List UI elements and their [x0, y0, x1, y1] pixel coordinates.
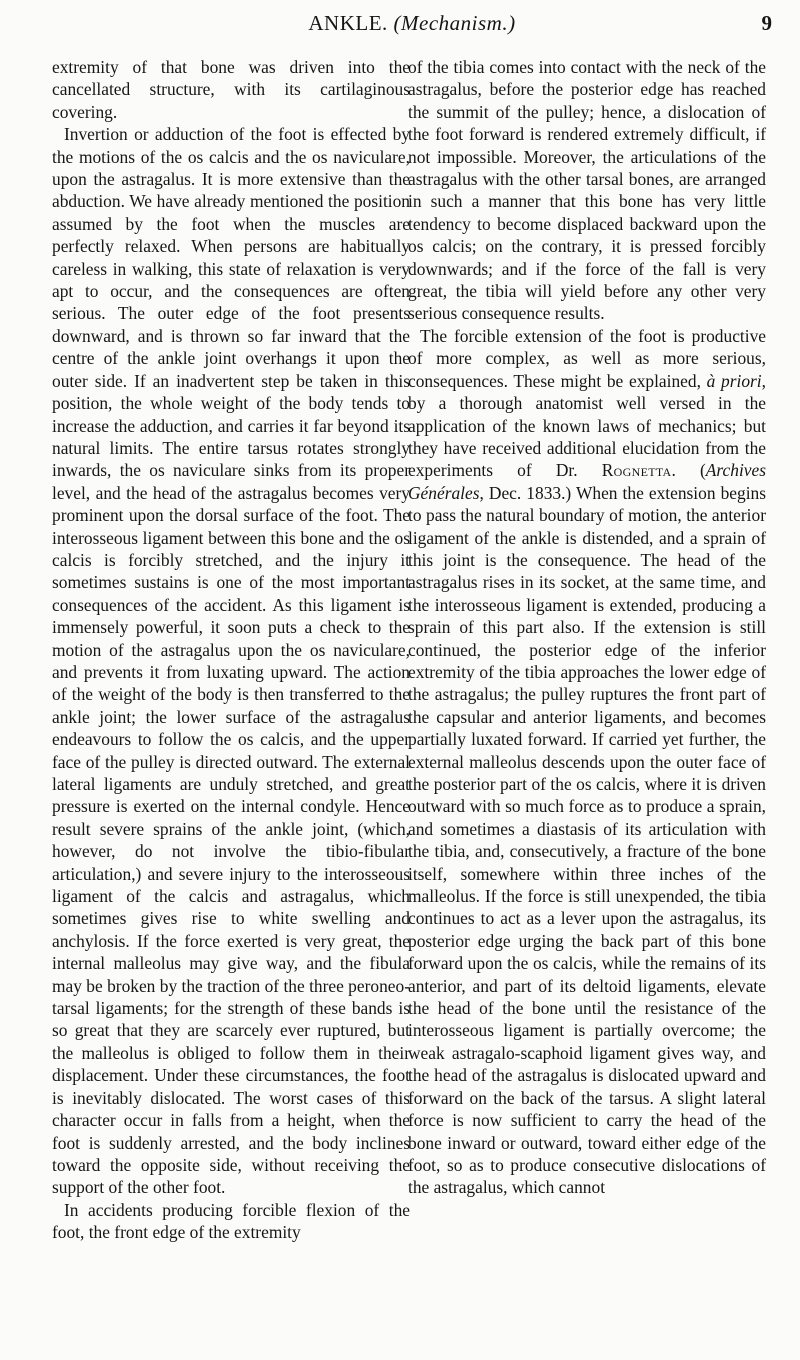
- journal-title: Archives Générales: [408, 460, 766, 503]
- italic-phrase: à priori: [706, 370, 762, 391]
- paragraph: In accidents producing forcible flexion of the foot, the front edge of the extremity: [52, 1199, 410, 1243]
- paragraph: of the tibia comes into contact with the neck of the astragalus, before the posterior edge has reached the summit of the pulley; hence, a dislocation of the foot forward is rendered extremely difficult, if not impossible. Moreover, the articulations of the astragalus with the other tarsal bones, are arranged in such a manner that this bone has very little tendency to become displaced backward upon the os calcis; on the contrary, it is pressed forcibly downwards; and if the force of the fall is very great, the tibia will yield before any other very serious consequence results.: [408, 57, 766, 324]
- text-run: The forcible extension of the foot is productive of more complex, as well as more serious, consequences. These might be explained,: [408, 325, 766, 391]
- author-name: Rognetta: [601, 460, 672, 481]
- paragraph: Invertion or adduction of the foot is effected by the motions of the os calcis and the os naviculare, upon the astragalus. It is more extensive than the abduction. We have already mentioned the position assumed by the foot when the muscles are perfectly relaxed. When persons are habitually careless in walking, this state of relaxation is very apt to occur, and the consequences are often serious. The outer edge of the foot presents downward, and is thrown so far inward that the centre of the ankle joint overhangs it upon the outer side. If an inadvertent step be taken in this position, the whole weight of the body tends to increase the adduction, and carries it far beyond its natural limits. The entire tarsus rotates strongly inwards, the os naviculare sinks from its proper level, and the head of the astragalus becomes very prominent upon the dorsal surface of the foot. The interosseous ligament between this bone and the os calcis is forcibly stretched, and the injury it sometimes sustains is one of the most important consequences of the accident. As this ligament is immensely powerful, it soon puts a check to the motion of the astragalus upon the os naviculare, and prevents it from luxating upward. The action of the weight of the body is then transferred to the ankle joint; the lower surface of the astragalus endeavours to follow the os calcis, and the upper face of the pulley is directed outward. The external lateral ligaments are unduly stretched, and great pressure is exerted on the internal condyle. Hence result severe sprains of the ankle joint, (which, however, do not involve the tibio-fibular articulation,) and severe injury to the interosseous ligament of the calcis and astragalus, which sometimes gives rise to white swelling and anchylosis. If the force exerted is very great, the internal malleolus may give way, and the fibula may be broken by the traction of the three peroneo-tarsal ligaments; for the strength of these bands is so great that they are scarcely ever ruptured, but the malleolus is obliged to follow them in their displacement. Under these circumstances, the foot is inevitably dislocated. The worst cases of this character occur in falls from a height, when the foot is suddenly arrested, and the body inclines toward the opposite side, without receiving the support of the other foot.: [52, 124, 410, 1198]
- text-run: , Dec. 1833.) When the extension begins to pass the natural boundary of motion, the anterior ligament of the ankle is distended, and a sprain of this joint is the consequence. The head of the astragalus rises in its socket, at the same time, and the interosseous ligament is extended, producing a sprain of this part also. If the extension is still continued, the posterior edge of the inferior extremity of the tibia approaches the lower edge of the astragalus; the pulley ruptures the front part of the capsular and anterior ligaments, and becomes partially luxated forward. If carried yet further, the external malleolus descends upon the outer face of the posterior part of the os calcis, where it is driven outward with so much force as to produce a sprain, and sometimes a diastasis of its articulation with the tibia, and, consecutively, a fracture of the bone itself, somewhere within three inches of the malleolus. If the force is still unexpended, the tibia continues to act as a lever upon the astragalus, its posterior edge urging the back part of this bone forward upon the os calcis, while the remains of its anterior, and part of its deltoid ligaments, elevate the head of the bone until the resistance of the interosseous ligament is partially overcome; the weak astragalo-scaphoid ligament gives way, and the head of the astragalus is dislocated upward and forward on the back of the tarsus. A slight lateral force is now sufficient to carry the head of the bone inward or outward, toward either edge of the foot, so as to produce consecutive dislocations of the astragalus, which cannot: [408, 482, 766, 1198]
- running-header: [52, 8, 772, 38]
- right-column: [408, 56, 766, 1199]
- text-run: , by a thorough anatomist well versed in the application of the known laws of mechanics; but they have received additional elucidation from the experiments of Dr.: [408, 370, 766, 481]
- paragraph: [408, 325, 766, 1199]
- header-subtitle: (Mechanism.): [393, 11, 516, 35]
- text-run: . (: [671, 460, 706, 481]
- header-title: [52, 8, 772, 38]
- page-number: 9: [761, 11, 772, 35]
- left-column: [52, 56, 410, 1244]
- header-title-text: ANKLE.: [308, 11, 388, 35]
- paragraph: extremity of that bone was driven into the cancellated structure, with its cartilaginous covering.: [52, 57, 410, 122]
